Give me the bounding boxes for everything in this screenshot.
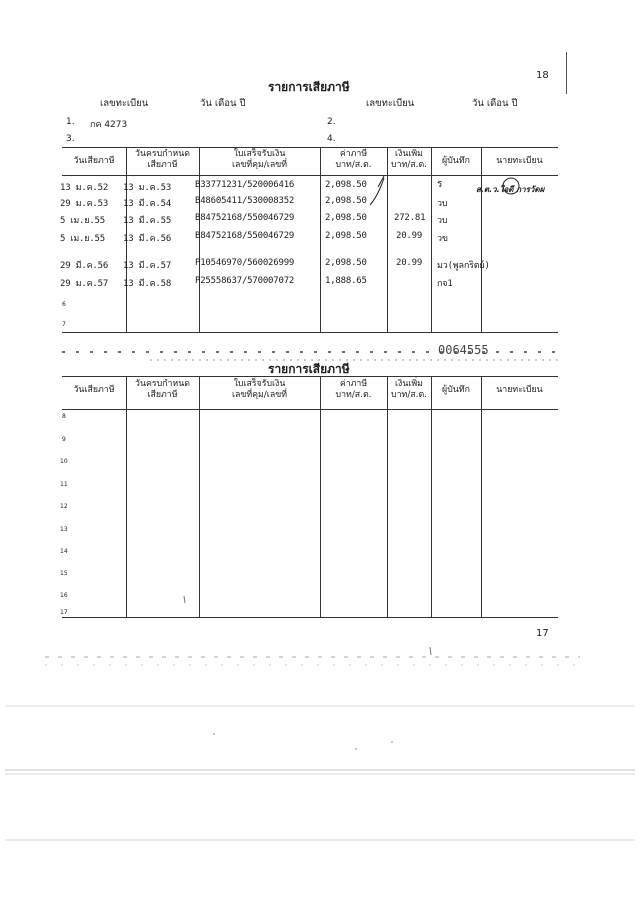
cell-paid-date: 29 มี.ค.56 xyxy=(60,261,109,271)
th-recorder: ผู้บันทึก xyxy=(442,156,470,166)
cell-due-date: 13 มี.ค.58 xyxy=(123,279,172,289)
th-surcharge: เงินเพิ่ม บาท/ส.ต. xyxy=(391,379,427,400)
row-number: 17 xyxy=(60,609,68,616)
scan-speck xyxy=(184,596,185,603)
cell-paid-date: 5 เม.ย.55 xyxy=(60,216,105,226)
th-receipt: ใบเสร็จรับเงิน เลขที่คุม/เลขที่ xyxy=(231,149,288,170)
cell-recorder: วข xyxy=(437,234,448,244)
row-number: 7 xyxy=(62,321,66,328)
cell-recorder: วบ xyxy=(437,216,448,226)
cell-due-date: 13 มี.ค.57 xyxy=(123,261,172,271)
row-number: 15 xyxy=(60,570,68,577)
cell-tax: 2,098.50 xyxy=(325,180,367,190)
section-title-top: รายการเสียภาษี xyxy=(268,80,350,94)
page-number-top: 18 xyxy=(536,70,549,81)
col-date-label-2: วัน เดือน ปี xyxy=(472,98,518,109)
entry-no-4: 4. xyxy=(327,134,336,144)
row-number: 10 xyxy=(60,458,68,465)
th-due-date: วันครบกำหนด เสียภาษี xyxy=(135,379,190,400)
scan-speck xyxy=(213,733,215,735)
cell-receipt: B48605411/530008352 xyxy=(195,196,295,206)
cell-surcharge: 20.99 xyxy=(396,258,423,268)
cell-tax: 1,888.65 xyxy=(325,276,367,286)
cell-tax: 2,098.50 xyxy=(325,258,367,268)
cell-paid-date: 29 ม.ค.57 xyxy=(60,279,109,289)
page-number-bottom: 17 xyxy=(536,628,549,639)
th-recorder: ผู้บันทึก xyxy=(442,385,470,395)
cell-due-date: 13 มี.ค.55 xyxy=(123,216,172,226)
col-date-label-1: วัน เดือน ปี xyxy=(200,98,246,109)
row-number: 12 xyxy=(60,503,68,510)
th-paid-date: วันเสียภาษี xyxy=(73,156,115,166)
cell-recorder: ร xyxy=(437,179,443,190)
th-registrar: นายทะเบียน xyxy=(496,156,543,166)
entry-value-1: กค 4273 xyxy=(90,120,128,130)
cell-due-date: 13 ม.ค.53 xyxy=(123,183,172,193)
scan-speck xyxy=(391,741,393,743)
row-number: 13 xyxy=(60,526,68,533)
cell-paid-date: 29 ม.ค.53 xyxy=(60,199,109,209)
entry-no-2: 2. xyxy=(327,117,336,127)
th-tax: ค่าภาษี บาท/ส.ต. xyxy=(335,379,372,400)
row-number: 14 xyxy=(60,548,68,555)
th-tax: ค่าภาษี บาท/ส.ต. xyxy=(335,149,372,170)
cell-recorder: มว(พูลกริตย์) xyxy=(437,261,490,271)
scan-speck xyxy=(430,647,431,655)
cell-due-date: 13 มี.ค.54 xyxy=(123,199,172,209)
th-surcharge: เงินเพิ่ม บาท/ส.ต. xyxy=(391,149,427,170)
cell-receipt: B84752168/550046729 xyxy=(195,231,295,241)
entry-no-1: 1. xyxy=(66,117,75,127)
th-registrar: นายทะเบียน xyxy=(496,385,543,395)
entry-no-3: 3. xyxy=(66,134,75,144)
col-reg-label-1: เลขทะเบียน xyxy=(100,98,149,109)
cell-receipt: B33771231/520006416 xyxy=(195,180,295,190)
cell-tax: 2,098.50 xyxy=(325,231,367,241)
cell-recorder: กจ1 xyxy=(437,279,453,289)
row-number: 8 xyxy=(62,413,66,420)
cell-receipt: B84752168/550046729 xyxy=(195,213,295,223)
section-title-bottom: รายการเสียภาษี xyxy=(268,362,350,376)
cell-tax: 2,098.50 xyxy=(325,213,367,223)
cell-paid-date: 5 เม.ย.55 xyxy=(60,234,105,244)
cell-surcharge: 20.99 xyxy=(396,231,423,241)
cell-receipt: P25558637/570007072 xyxy=(195,276,295,286)
row-number: 11 xyxy=(60,481,68,488)
th-paid-date: วันเสียภาษี xyxy=(73,385,115,395)
row-number: 6 xyxy=(62,301,66,308)
cell-paid-date: 13 ม.ค.52 xyxy=(60,183,109,193)
row-number: 9 xyxy=(62,436,66,443)
cell-due-date: 13 มี.ค.56 xyxy=(123,234,172,244)
cell-surcharge: 272.81 xyxy=(394,213,426,223)
col-reg-label-2: เลขทะเบียน xyxy=(366,98,415,109)
scan-speck xyxy=(355,748,357,750)
cell-receipt: P10546970/560026999 xyxy=(195,258,295,268)
row-number: 16 xyxy=(60,592,68,599)
cell-tax: 2,098.50 xyxy=(325,196,367,206)
registrar-signature-stamp: ส.ต.ว.ใจดี การวัดผ xyxy=(476,185,545,194)
th-due-date: วันครบกำหนด เสียภาษี xyxy=(135,149,190,170)
cell-recorder: วบ xyxy=(437,199,448,209)
stamp-number: 0064555 xyxy=(438,343,489,357)
th-receipt: ใบเสร็จรับเงิน เลขที่คุม/เลขที่ xyxy=(231,379,288,400)
